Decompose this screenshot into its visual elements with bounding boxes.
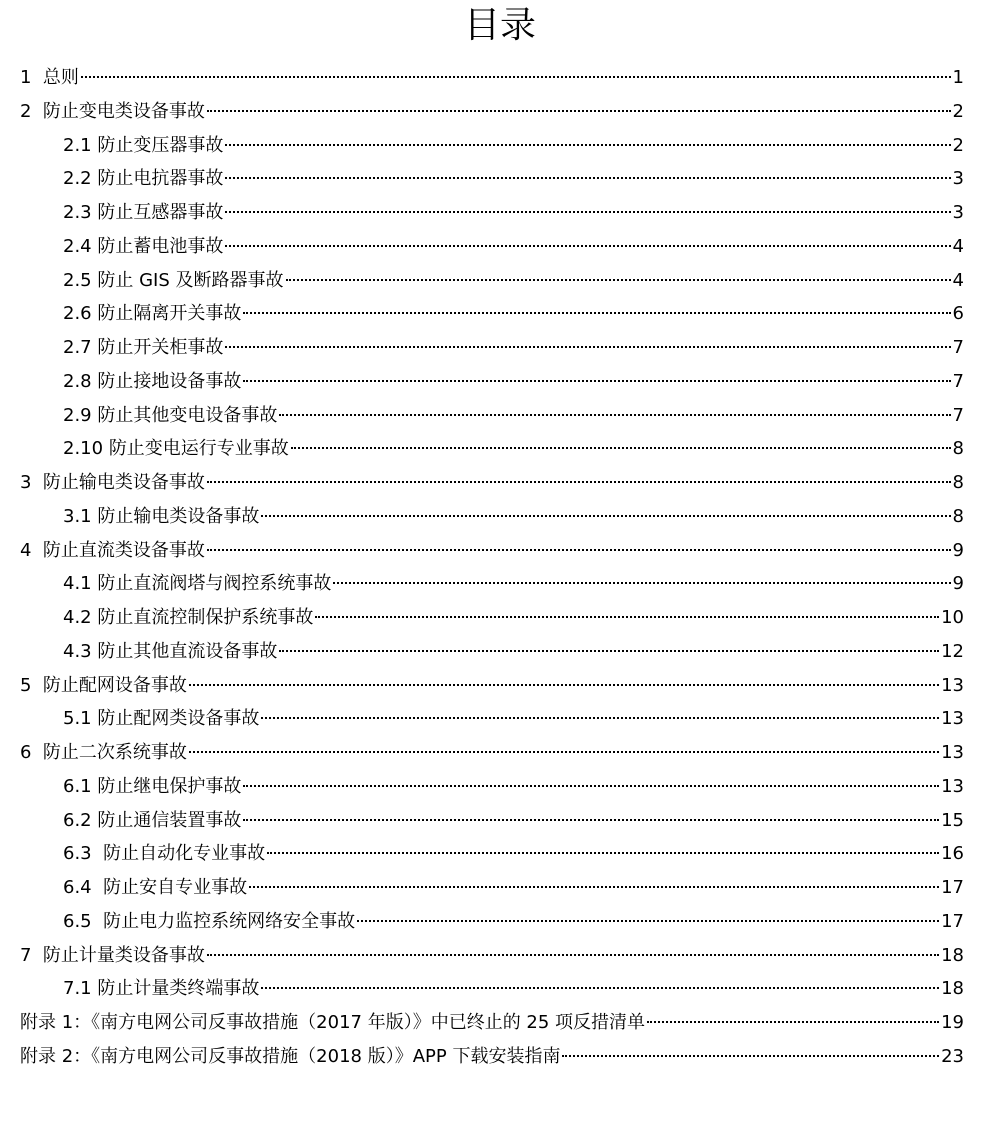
toc-entry-separator bbox=[31, 669, 42, 703]
toc-entry-title: 防止其他变电设备事故 bbox=[97, 404, 278, 426]
toc-entry-number: 2.6 bbox=[63, 303, 92, 325]
toc-dot-leader bbox=[243, 819, 939, 821]
toc-entry[interactable] bbox=[0, 230, 1000, 264]
toc-entry[interactable] bbox=[0, 297, 1000, 331]
toc-entry-number: 2.3 bbox=[63, 202, 92, 223]
toc-entry-page-number: 9 bbox=[952, 573, 964, 595]
toc-entry-page-number: 13 bbox=[941, 742, 964, 763]
toc-entry[interactable] bbox=[0, 196, 1000, 230]
toc-entry-number: 2.8 bbox=[63, 370, 92, 392]
toc-entry[interactable] bbox=[0, 871, 1000, 905]
toc-entry-page-number: 2 bbox=[952, 134, 964, 156]
toc-entry-title: 防止变电运行专业事故 bbox=[108, 438, 289, 460]
toc-entry[interactable] bbox=[0, 95, 1000, 129]
toc-entry-title: 防止计量类设备事故 bbox=[42, 944, 205, 966]
toc-entry-number: 6.2 bbox=[63, 809, 92, 831]
toc-entry-title: 防止自动化专业事故 bbox=[103, 843, 266, 865]
toc-entry-number: 2 bbox=[20, 100, 32, 122]
toc-entry-page-number: 8 bbox=[952, 438, 964, 460]
toc-entry-number: 4.1 bbox=[63, 573, 92, 595]
toc-dot-leader bbox=[291, 447, 951, 449]
toc-entry-page-number: 3 bbox=[952, 168, 964, 190]
toc-entry-page-number: 2 bbox=[952, 100, 964, 122]
toc-dot-leader bbox=[249, 886, 939, 888]
toc-entry-page-number: 18 bbox=[941, 944, 964, 966]
toc-entry[interactable] bbox=[0, 1040, 1000, 1074]
toc-entry-title: 附录 1：《南方电网公司反事故措施（2017 年版）》中已终止的 25 项反措清单 bbox=[20, 1012, 646, 1033]
toc-entry-separator bbox=[31, 61, 42, 95]
toc-entry-page-number: 17 bbox=[941, 877, 964, 898]
toc-entry-page-number: 3 bbox=[952, 202, 964, 223]
toc-entry-number: 2.5 bbox=[63, 269, 92, 291]
toc-entry-number: 6.1 bbox=[63, 775, 92, 797]
toc-entry-title: 防止计量类终端事故 bbox=[97, 978, 260, 1000]
toc-entry-page-number: 13 bbox=[941, 775, 964, 797]
toc-entry[interactable] bbox=[0, 736, 1000, 770]
toc-dot-leader bbox=[333, 582, 950, 584]
toc-entry-title: 防止变压器事故 bbox=[97, 134, 224, 156]
toc-entry-page-number: 16 bbox=[941, 843, 964, 865]
toc-entry-number: 2.2 bbox=[63, 168, 92, 190]
toc-entry-number: 6.4 bbox=[63, 877, 92, 898]
toc-entry[interactable] bbox=[0, 702, 1000, 736]
toc-entry-title: 防止配网设备事故 bbox=[42, 674, 187, 696]
toc-entry-page-number: 9 bbox=[952, 539, 964, 561]
toc-entry-title: 防止蓄电池事故 bbox=[97, 235, 224, 257]
toc-entry-number: 7 bbox=[20, 944, 32, 966]
toc-entry-title: 防止电抗器事故 bbox=[97, 168, 224, 190]
toc-entry[interactable] bbox=[0, 972, 1000, 1006]
toc-entry[interactable] bbox=[0, 466, 1000, 500]
toc-entry-page-number: 7 bbox=[952, 404, 964, 426]
toc-entry-title: 防止开关柜事故 bbox=[97, 337, 224, 358]
toc-dot-leader bbox=[225, 211, 950, 213]
toc-entry-title: 防止二次系统事故 bbox=[42, 742, 187, 763]
toc-entry-number: 4.2 bbox=[63, 607, 92, 628]
toc-entry[interactable] bbox=[0, 905, 1000, 939]
toc-dot-leader bbox=[81, 76, 951, 78]
toc-dot-leader bbox=[225, 144, 950, 146]
toc-dot-leader bbox=[243, 380, 950, 382]
toc-entry-title: 防止互感器事故 bbox=[97, 202, 224, 223]
toc-entry[interactable] bbox=[0, 500, 1000, 534]
toc-entry-number: 6.3 bbox=[63, 843, 92, 865]
toc-dot-leader bbox=[207, 110, 951, 112]
toc-entry[interactable] bbox=[0, 939, 1000, 973]
toc-entry-title: 防止直流控制保护系统事故 bbox=[97, 607, 314, 628]
toc-entry-page-number: 23 bbox=[941, 1045, 964, 1067]
toc-entry-title: 防止变电类设备事故 bbox=[42, 100, 205, 122]
toc-entry-title: 附录 2：《南方电网公司反事故措施（2018 版）》APP 下载安装指南 bbox=[20, 1045, 561, 1067]
toc-entry-number: 2.1 bbox=[63, 134, 92, 156]
toc-entry-number: 5 bbox=[20, 674, 32, 696]
toc-dot-leader bbox=[279, 414, 950, 416]
toc-entry-title: 防止安自专业事故 bbox=[103, 877, 248, 898]
toc-dot-leader bbox=[207, 549, 951, 551]
toc-entry[interactable] bbox=[0, 770, 1000, 804]
toc-dot-leader bbox=[225, 245, 950, 247]
toc-dot-leader bbox=[286, 279, 951, 281]
toc-entry[interactable] bbox=[0, 804, 1000, 838]
toc-dot-leader bbox=[267, 852, 939, 854]
toc-entry-number: 2.9 bbox=[63, 404, 92, 426]
toc-entry-number: 1 bbox=[20, 67, 32, 88]
toc-entry[interactable] bbox=[0, 365, 1000, 399]
toc-entry[interactable] bbox=[0, 399, 1000, 433]
toc-entry-title: 防止通信装置事故 bbox=[97, 809, 242, 831]
toc-entry-page-number: 12 bbox=[941, 640, 964, 662]
toc-dot-leader bbox=[225, 177, 950, 179]
toc-entry[interactable] bbox=[0, 162, 1000, 196]
toc-entry-page-number: 18 bbox=[941, 978, 964, 1000]
toc-entry-page-number: 13 bbox=[941, 674, 964, 696]
table-of-contents bbox=[0, 61, 1000, 1074]
toc-entry-title: 防止继电保护事故 bbox=[97, 775, 242, 797]
toc-entry-page-number: 6 bbox=[952, 303, 964, 325]
toc-entry-title: 防止 GIS 及断路器事故 bbox=[97, 269, 284, 291]
toc-entry-number: 6.5 bbox=[63, 910, 92, 932]
toc-entry-title: 防止接地设备事故 bbox=[97, 370, 242, 392]
toc-entry-page-number: 1 bbox=[952, 67, 964, 88]
toc-entry-page-number: 17 bbox=[941, 910, 964, 932]
toc-entry-title: 防止其他直流设备事故 bbox=[97, 640, 278, 662]
toc-entry-title: 总则 bbox=[42, 67, 79, 88]
toc-entry-page-number: 4 bbox=[952, 235, 964, 257]
toc-entry-number: 2.10 bbox=[63, 438, 104, 460]
toc-dot-leader bbox=[243, 312, 950, 314]
toc-entry-separator bbox=[31, 939, 42, 973]
toc-entry-separator bbox=[92, 871, 103, 905]
toc-entry[interactable] bbox=[0, 601, 1000, 635]
toc-entry-title: 防止直流阀塔与阀控系统事故 bbox=[97, 573, 332, 595]
toc-dot-leader bbox=[562, 1055, 939, 1057]
toc-entry[interactable] bbox=[0, 264, 1000, 298]
toc-entry[interactable] bbox=[0, 61, 1000, 95]
toc-entry-separator bbox=[31, 736, 42, 770]
toc-entry[interactable] bbox=[0, 331, 1000, 365]
toc-entry-title: 防止电力监控系统网络安全事故 bbox=[103, 910, 356, 932]
toc-entry-separator bbox=[31, 534, 42, 568]
toc-entry[interactable] bbox=[0, 635, 1000, 669]
toc-dot-leader bbox=[261, 717, 939, 719]
toc-entry-number: 4.3 bbox=[63, 640, 92, 662]
toc-entry-page-number: 15 bbox=[941, 809, 964, 831]
toc-entry-number: 2.4 bbox=[63, 235, 92, 257]
toc-entry-number: 5.1 bbox=[63, 708, 92, 730]
toc-entry[interactable] bbox=[0, 534, 1000, 568]
toc-dot-leader bbox=[261, 515, 950, 517]
toc-entry-separator bbox=[31, 95, 42, 129]
toc-dot-leader bbox=[647, 1021, 939, 1023]
toc-entry-page-number: 4 bbox=[952, 269, 964, 291]
toc-dot-leader bbox=[315, 616, 939, 618]
toc-dot-leader bbox=[207, 954, 939, 956]
toc-entry-page-number: 8 bbox=[952, 505, 964, 527]
toc-entry[interactable] bbox=[0, 567, 1000, 601]
toc-dot-leader bbox=[207, 481, 951, 483]
toc-entry-number: 7.1 bbox=[63, 978, 92, 1000]
toc-entry[interactable] bbox=[0, 432, 1000, 466]
toc-dot-leader bbox=[189, 751, 939, 753]
toc-entry-number: 2.7 bbox=[63, 337, 92, 358]
toc-entry-title: 防止隔离开关事故 bbox=[97, 303, 242, 325]
toc-entry[interactable] bbox=[0, 1006, 1000, 1040]
toc-dot-leader bbox=[189, 684, 939, 686]
toc-entry-title: 防止输电类设备事故 bbox=[42, 472, 205, 493]
toc-entry-separator bbox=[92, 837, 103, 871]
toc-dot-leader bbox=[357, 920, 939, 922]
toc-entry-number: 6 bbox=[20, 742, 32, 763]
toc-dot-leader bbox=[279, 650, 939, 652]
toc-entry-page-number: 8 bbox=[952, 472, 964, 493]
toc-entry-page-number: 10 bbox=[941, 607, 964, 628]
toc-dot-leader bbox=[225, 346, 950, 348]
toc-entry[interactable] bbox=[0, 837, 1000, 871]
toc-dot-leader bbox=[243, 785, 939, 787]
toc-entry[interactable] bbox=[0, 669, 1000, 703]
toc-entry-page-number: 7 bbox=[952, 337, 964, 358]
toc-entry-title: 防止直流类设备事故 bbox=[42, 539, 205, 561]
toc-entry-separator bbox=[92, 905, 103, 939]
toc-entry-page-number: 7 bbox=[952, 370, 964, 392]
toc-entry-number: 4 bbox=[20, 539, 32, 561]
toc-entry-number: 3 bbox=[20, 472, 32, 493]
page-title: 目录 bbox=[463, 5, 536, 46]
toc-dot-leader bbox=[261, 987, 939, 989]
toc-entry-number: 3.1 bbox=[63, 505, 92, 527]
toc-entry-title: 防止配网类设备事故 bbox=[97, 708, 260, 730]
toc-entry-page-number: 19 bbox=[941, 1012, 964, 1033]
toc-entry-page-number: 13 bbox=[941, 708, 964, 730]
toc-entry[interactable] bbox=[0, 129, 1000, 163]
toc-entry-separator bbox=[31, 466, 42, 500]
toc-entry-title: 防止输电类设备事故 bbox=[97, 505, 260, 527]
